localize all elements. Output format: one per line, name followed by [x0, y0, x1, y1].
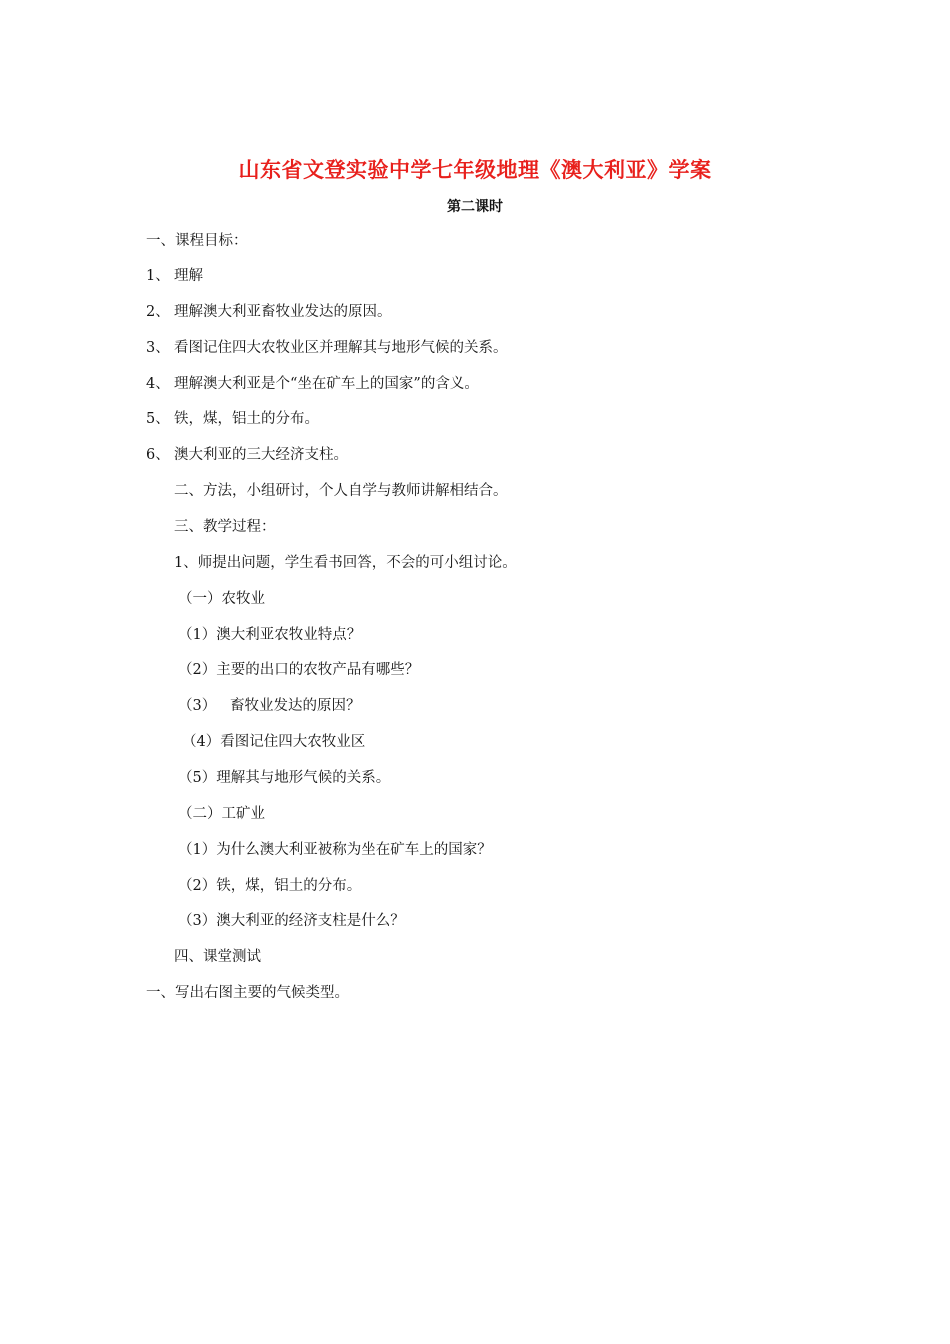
- objective-number: 4、: [146, 376, 170, 392]
- objective-item-6: [146, 444, 348, 466]
- objective-item-2: [146, 301, 392, 323]
- part-1-heading: （一）农牧业: [178, 591, 265, 607]
- part-1-question-3: （3） 畜牧业发达的原因？: [178, 698, 361, 714]
- section-4-heading: 四、课堂测试: [174, 949, 261, 965]
- objective-text: 铁，煤，铝土的分布。: [174, 411, 319, 427]
- part-2-heading: （二）工矿业: [178, 806, 265, 822]
- part-2-question-2: （2）铁，煤，铝土的分布。: [178, 878, 362, 894]
- objective-text: 理解: [174, 268, 203, 284]
- section-1-heading: 一、课程目标：: [146, 233, 248, 249]
- objective-number: 6、: [146, 447, 170, 463]
- objective-text: 理解澳大利亚是个“坐在矿车上的国家”的含义。: [174, 376, 479, 392]
- part-2-question-1: （1）为什么澳大利亚被称为坐在矿车上的国家？: [178, 842, 492, 858]
- objective-number: 1、: [146, 268, 170, 284]
- objective-text: 理解澳大利亚畜牧业发达的原因。: [174, 304, 392, 320]
- objective-number: 2、: [146, 304, 170, 320]
- document-title: 山东省文登实验中学七年级地理《澳大利亚》学案: [238, 158, 712, 182]
- part-2-question-3: （3）澳大利亚的经济支柱是什么？: [178, 913, 405, 929]
- objective-item-4: [146, 373, 479, 395]
- part-1-question-4: （4）看图记住四大农牧业区: [182, 734, 366, 750]
- test-question-1: 一、写出右图主要的气候类型。: [146, 985, 349, 1001]
- objective-item-1: [146, 265, 203, 287]
- objective-item-3: [146, 337, 508, 359]
- objective-text: 看图记住四大农牧业区并理解其与地形气候的关系。: [174, 340, 508, 356]
- section-3-intro: 1、师提出问题，学生看书回答，不会的可小组讨论。: [174, 555, 517, 571]
- part-1-question-1: （1）澳大利亚农牧业特点？: [178, 627, 362, 643]
- section-3-heading: 三、教学过程：: [174, 519, 276, 535]
- part-1-question-5: （5）理解其与地形气候的关系。: [178, 770, 391, 786]
- section-2-method: 二、方法，小组研讨，个人自学与教师讲解相结合。: [174, 483, 508, 499]
- objective-number: 5、: [146, 411, 170, 427]
- part-1-question-2: （2）主要的出口的农牧产品有哪些？: [178, 662, 420, 678]
- document-subtitle: 第二课时: [447, 199, 503, 215]
- objective-text: 澳大利亚的三大经济支柱。: [174, 447, 348, 463]
- objective-item-5: [146, 408, 319, 430]
- objective-number: 3、: [146, 340, 170, 356]
